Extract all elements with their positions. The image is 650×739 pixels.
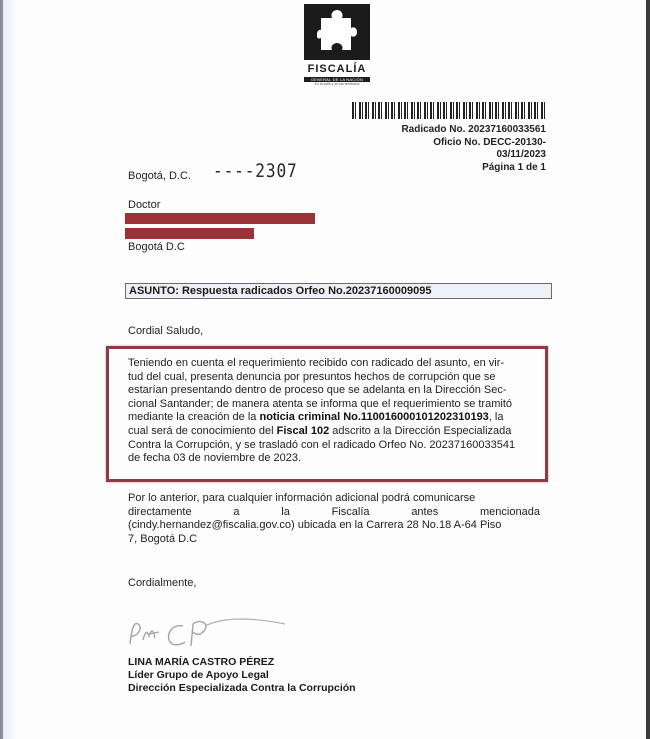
- body-paragraph-contact: [128, 492, 540, 546]
- logo-name: FISCALÍA: [307, 63, 367, 75]
- reference-block: [401, 124, 546, 174]
- word: la: [281, 505, 290, 518]
- word: mencionada: [480, 505, 540, 518]
- redacted-recipient-position: [125, 228, 254, 239]
- signer-role: Líder Grupo de Apoyo Legal: [128, 669, 269, 681]
- radicado-number: Radicado No. 20237160033561: [401, 124, 546, 135]
- signer-block: [128, 656, 356, 695]
- body-text: adscrito a la Dirección Especializada: [329, 424, 512, 437]
- word: antes: [411, 505, 439, 518]
- recipient-title: Doctor: [128, 199, 161, 211]
- logo-tagline: En la calle y en los territorios: [314, 82, 360, 86]
- closing: Cordialmente,: [128, 577, 197, 589]
- oficio-number: Oficio No. DECC-20130-: [433, 136, 546, 148]
- signer-name: LINA MARÍA CASTRO PÉREZ: [128, 656, 275, 668]
- reference-date: 03/11/2023: [496, 149, 546, 160]
- body-text: mediante la creación de la: [128, 411, 260, 424]
- body-text: , la: [488, 411, 504, 424]
- body-line: Contra la Corrupción, y se trasladó con el radicado Orfeo No. 20237160033541: [128, 438, 516, 451]
- body-line: de fecha 03 de noviembre de 2023.: [128, 452, 302, 465]
- word: directamente: [128, 505, 192, 518]
- handwritten-signature: [125, 612, 295, 652]
- barcode: [352, 102, 547, 119]
- stamp-number: ----2307: [213, 160, 298, 182]
- body-line: [128, 425, 540, 439]
- body-line-email: (cindy.hernandez@fiscalia.gov.co) ubicada en la Carrera 28 No.18 A-64 Piso: [128, 519, 502, 532]
- city-line: Bogotá, D.C.: [128, 170, 191, 182]
- page-edge-shadow: [3, 0, 17, 739]
- word: Fiscalía: [331, 505, 370, 518]
- subject-line: ASUNTO: Respuesta radicados Orfeo No.20237160009095: [125, 283, 552, 299]
- criminal-notice-number: noticia criminal No.110016000101202310193: [259, 411, 489, 424]
- page-edge-right: [646, 0, 650, 739]
- redacted-recipient-name: [125, 213, 315, 224]
- logo-subtitle: GENERAL DE LA NACIÓN: [304, 77, 370, 82]
- body-line: estarían presentando dentro de proceso que se adelanta en la Dirección Sec-: [128, 384, 507, 397]
- body-line: cional Santander; de manera atenta se informa que el requerimiento se tramitó: [128, 397, 512, 410]
- greeting: Cordial Saludo,: [128, 325, 204, 337]
- prosecutor-number: Fiscal 102: [276, 424, 330, 437]
- body-line: Por lo anterior, para cualquier información adicional podrá comunicarse: [128, 492, 476, 504]
- fiscalia-logo: [302, 4, 372, 96]
- body-line: [128, 411, 540, 425]
- page-indicator: Página 1 de 1: [482, 161, 546, 173]
- body-line: [128, 506, 540, 520]
- body-line: tud del cual, presenta denuncia por presuntos hechos de corrupción que se: [128, 370, 496, 383]
- recipient-city: Bogotá D.C: [128, 241, 185, 253]
- word: a: [233, 505, 240, 518]
- body-line: Teniendo en cuenta el requerimiento recibido con radicado del asunto, en vir-: [128, 357, 505, 369]
- body-text: cual será de conocimiento del: [128, 424, 277, 437]
- signer-department: Dirección Especializada Contra la Corrupción: [128, 682, 356, 694]
- body-paragraph-highlighted: [128, 357, 540, 466]
- body-line: 7, Bogotá D.C: [128, 532, 198, 545]
- puzzle-piece-icon: [304, 4, 370, 60]
